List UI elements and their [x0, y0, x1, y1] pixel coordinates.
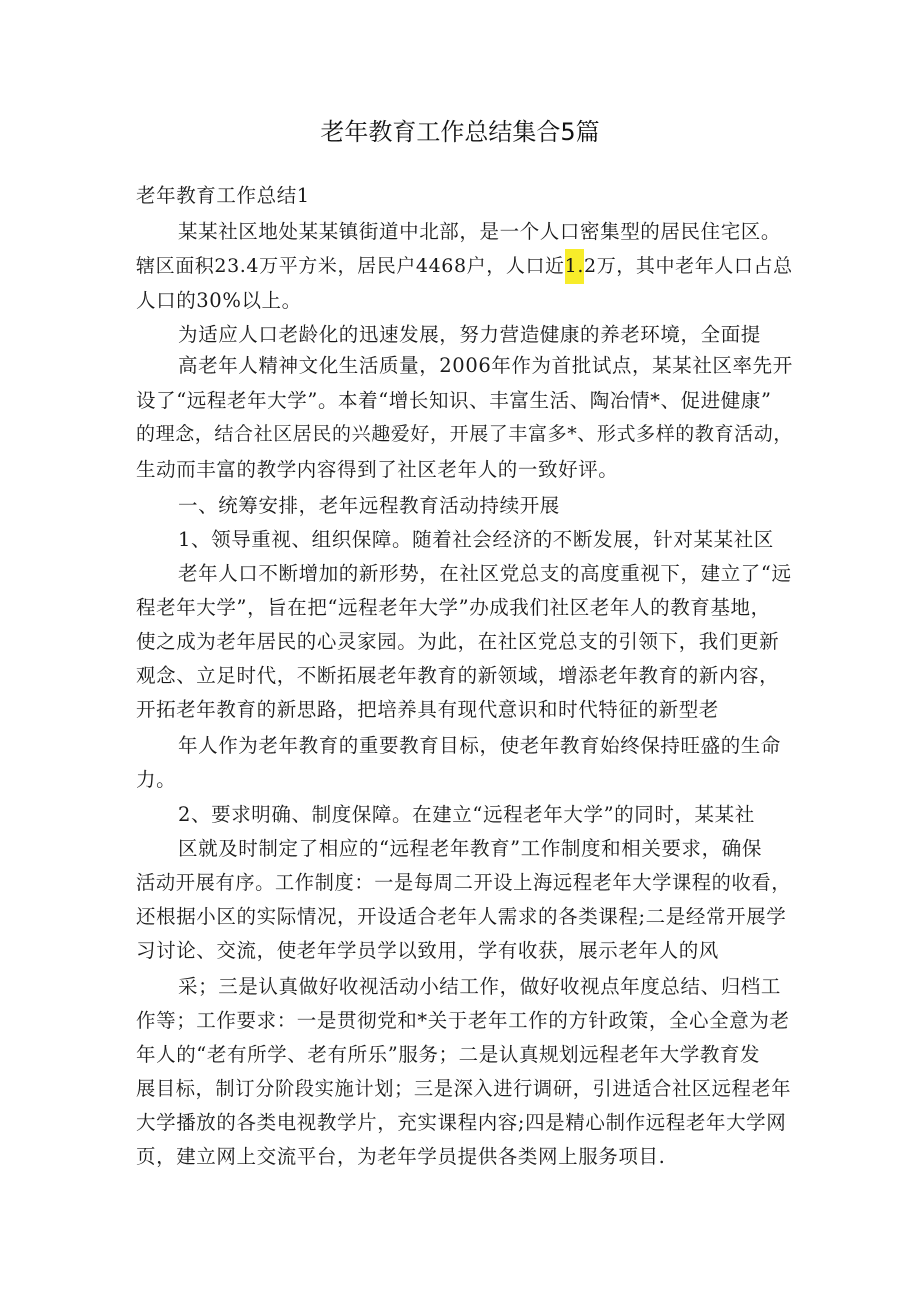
paragraph-line: 2、要求明确、制度保障。在建立“远程老年大学”的同时，某某社 — [178, 803, 755, 826]
paragraph-line: 某某社区地处某某镇街道中北部，是一个人口密集型的居民住宅区。 — [178, 220, 782, 243]
section-heading: 老年教育工作总结1 — [136, 184, 310, 207]
paragraph-line: 为适应人口老龄化的迅速发展，努力营造健康的养老环境，全面提 — [178, 323, 761, 346]
subheading: 一、统筹安排，老年远程教育活动持续开展 — [178, 494, 560, 517]
text-run: 辖区面积23.4万平方米，居民户4468户，人口近 — [136, 255, 565, 277]
paragraph-line: 设了“远程老年大学”。本着“增长知识、丰富生活、陶冶情*、促进健康” — [136, 389, 772, 412]
paragraph-line: 采；三是认真做好收视活动小结工作，做好收视点年度总结、归档工 — [178, 975, 782, 998]
paragraph-line: 程老年大学”，旨在把“远程老年大学”办成我们社区老年人的教育基地， — [136, 596, 771, 619]
paragraph-line: 人口的30%以上。 — [136, 289, 302, 312]
text-run: 2万，其中老年人口占总 — [584, 255, 793, 277]
paragraph-line: 1、领导重视、组织保障。随着社会经济的不断发展，针对某某社区 — [178, 528, 774, 551]
document-title: 老年教育工作总结集合5篇 — [320, 118, 600, 146]
paragraph-line: 页，建立网上交流平台，为老年学员提供各类网上服务项目. — [136, 1145, 666, 1168]
paragraph-line: 年人的“老有所学、老有所乐”服务；二是认真规划远程老年大学教育发 — [136, 1043, 761, 1066]
paragraph-line: 活动开展有序。工作制度：一是每周二开设上海远程老年大学课程的收看， — [136, 871, 792, 894]
paragraph-line: 还根据小区的实际情况，开设适合老年人需求的各类课程;二是经常开展学 — [136, 905, 787, 928]
paragraph-line: 区就及时制定了相应的“远程老年教育”工作制度和相关要求，确保 — [178, 837, 762, 860]
paragraph-line: 老年人口不断增加的新形势，在社区党总支的高度重视下，建立了“远 — [178, 562, 792, 585]
paragraph-line: 习讨论、交流，使老年学员学以致用，学有收获，展示老年人的风 — [136, 939, 719, 962]
paragraph-line: 观念、立足时代，不断拓展老年教育的新领域，增添老年教育的新内容， — [136, 664, 780, 687]
paragraph-line: 的理念，结合社区居民的兴趣爱好，开展了丰富多*、形式多样的教育活动， — [136, 423, 793, 445]
highlighted-text: 1. — [565, 249, 584, 284]
paragraph-line: 生动而丰富的教学内容得到了社区老年人的一致好评。 — [136, 458, 619, 481]
paragraph-line: 力。 — [136, 768, 177, 791]
paragraph-line: 大学播放的各类电视教学片，充实课程内容;四是精心制作远程老年大学网 — [136, 1111, 787, 1134]
paragraph-line: 开拓老年教育的新思路，把培养具有现代意识和时代特征的新型老 — [136, 698, 719, 721]
paragraph-line: 使之成为老年居民的心灵家园。为此，在社区党总支的引领下，我们更新 — [136, 630, 780, 653]
paragraph-line: 年人作为老年教育的重要教育目标，使老年教育始终保持旺盛的生命 — [178, 734, 782, 757]
paragraph-line: 展目标，制订分阶段实施计划；三是深入进行调研，引进适合社区远程老年 — [136, 1077, 792, 1100]
paragraph-line — [136, 257, 796, 276]
paragraph-line: 作等；工作要求：一是贯彻党和*关于老年工作的方针政策，全心全意为老 — [136, 1009, 790, 1032]
paragraph-line: 高老年人精神文化生活质量，2006年作为首批试点，某某社区率先开 — [178, 354, 793, 377]
